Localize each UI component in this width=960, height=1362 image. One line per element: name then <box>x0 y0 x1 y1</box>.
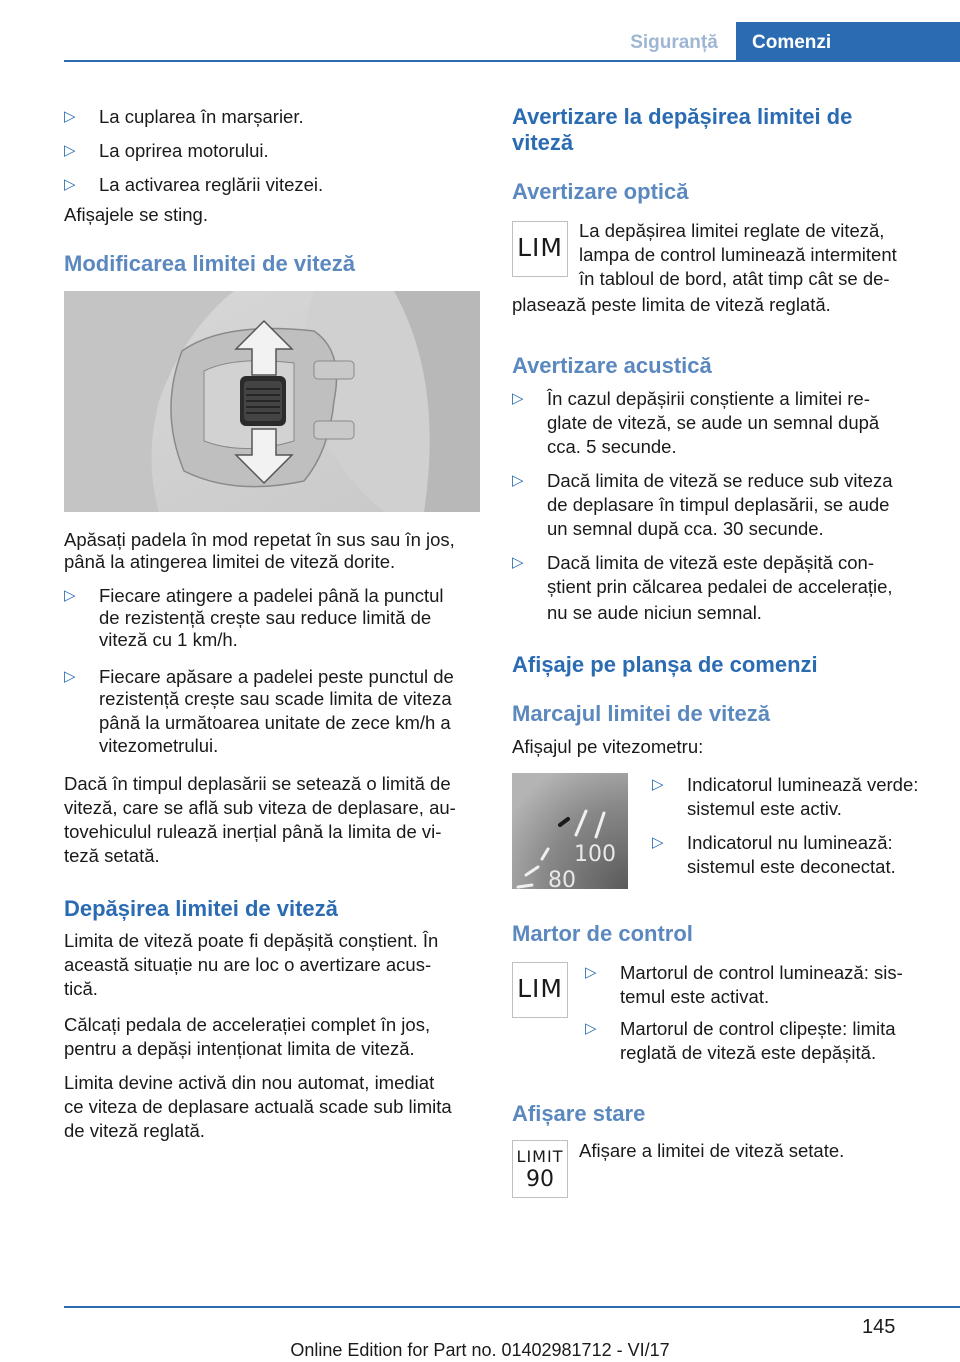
list-item-continuation: sistemul este activ. <box>687 798 842 819</box>
triangle-bullet-icon: ▷ <box>512 554 524 571</box>
triangle-bullet-icon: ▷ <box>585 1020 597 1037</box>
reactivate-text-line: Limita devine activă din nou automat, imediat <box>64 1072 435 1093</box>
triangle-bullet-icon: ▷ <box>64 587 76 604</box>
optical-text-line: La depășirea limitei reglate de viteză, <box>579 220 885 241</box>
list-item-continuation: glate de viteză, se aude un semnal după <box>547 412 880 433</box>
heading-optical-warning: Avertizare optică <box>512 179 689 204</box>
triangle-bullet-icon: ▷ <box>64 668 76 685</box>
optical-text-line: în tabloul de bord, atât timp cât se de‐ <box>579 268 890 289</box>
list-item-continuation: un semnal după cca. 30 secunde. <box>547 518 824 539</box>
list-item: ▷ Indicatorul luminează verde: <box>652 772 918 798</box>
list-item: ▷ Fiecare atingere a padelei până la punctul <box>64 583 444 609</box>
limit-label: LIMIT <box>516 1147 564 1166</box>
footer-rule <box>64 1306 960 1308</box>
list-item-continuation: știent prin călcarea pedalei de accelerație, <box>547 576 893 597</box>
list-item: ▷ Martorul de control luminează: sis‐ <box>585 960 903 986</box>
paddle-text-line: până la atingerea limitei de viteză dorite. <box>64 551 396 572</box>
list-item-continuation: până la următoarea unitate de zece km/h a <box>99 712 451 733</box>
limit-value: 90 <box>526 1167 554 1192</box>
reactivate-text-line: ce viteza de deplasare actuală scade sub limita <box>64 1096 452 1117</box>
triangle-bullet-icon: ▷ <box>64 108 76 125</box>
list-item-continuation: vitezometrului. <box>99 735 219 756</box>
list-item-continuation: reglată de viteză este depășită. <box>620 1042 877 1063</box>
triangle-bullet-icon: ▷ <box>64 176 76 193</box>
page-number: 145 <box>862 1316 896 1338</box>
triangle-bullet-icon: ▷ <box>652 834 664 851</box>
heading-exceed-limit: Depășirea limitei de viteză <box>64 896 338 921</box>
list-item-continuation: de deplasare în timpul deplasării, se aude <box>547 494 890 515</box>
list-item-continuation: de rezistență crește sau reduce limită de <box>99 607 432 628</box>
lim-control-lamp-icon: LIM <box>512 962 568 1018</box>
heading-speed-marker: Marcajul limitei de viteză <box>512 701 770 726</box>
speedometer-image <box>512 773 628 889</box>
lim-indicator-icon: LIM <box>512 221 568 277</box>
header-rule <box>64 60 960 62</box>
list-item: ▷ Indicatorul nu luminează: <box>652 830 893 856</box>
triangle-bullet-icon: ▷ <box>652 776 664 793</box>
heading-modify-limit: Modificarea limitei de viteză <box>64 251 355 276</box>
edition-footer: Online Edition for Part no. 01402981712 - VI/17 <box>290 1340 670 1360</box>
driving-text-line: tovehiculul rulează inerțial până la limita de vi‐ <box>64 821 442 842</box>
list-item-continuation: viteză cu 1 km/h. <box>99 629 238 650</box>
list-item-continuation: temul este activat. <box>620 986 770 1007</box>
displays-off-text: Afișajele se sting. <box>64 204 208 225</box>
speedometer-illustration <box>512 773 628 889</box>
list-item: ▷ La cuplarea în marșarier. <box>64 104 304 130</box>
list-item: ▷ La activarea reglării vitezei. <box>64 172 323 198</box>
pedal-text-line: pentru a depăși intenționat limita de viteză. <box>64 1038 415 1059</box>
header-tab-comenzi[interactable]: Comenzi <box>736 22 960 62</box>
triangle-bullet-icon: ▷ <box>64 142 76 159</box>
heading-status-display: Afișare stare <box>512 1101 646 1126</box>
status-text: Afișare a limitei de viteză setate. <box>579 1140 845 1161</box>
triangle-bullet-icon: ▷ <box>512 390 524 407</box>
heading-speed-warning: Avertizare la depășirea limitei de <box>512 104 853 129</box>
list-item: ▷ În cazul depășirii conștiente a limitei re‐ <box>512 386 870 412</box>
driving-text-line: Dacă în timpul deplasării se setează o limită de <box>64 773 451 794</box>
paddle-text-line: Apăsați padela în mod repetat în sus sau în jos, <box>64 529 455 550</box>
exceed-text-line: tică. <box>64 978 98 999</box>
gauge-label-80: 80 <box>548 868 576 889</box>
header-tab-siguranta[interactable]: Siguranță <box>630 32 718 53</box>
driving-text-line: teză setată. <box>64 845 160 866</box>
list-item: ▷ Fiecare apăsare a padelei peste punctul de <box>64 664 454 690</box>
driving-text-line: viteză, care se află sub viteza de deplasare, au‐ <box>64 797 456 818</box>
limit-90-icon <box>512 1140 568 1198</box>
list-item-continuation: nu se aude niciun semnal. <box>547 602 762 623</box>
heading-control-lamp: Martor de control <box>512 921 693 946</box>
list-item: ▷ La oprirea motorului. <box>64 138 269 164</box>
reactivate-text-line: de viteză reglată. <box>64 1120 205 1141</box>
list-item-continuation: rezistență crește sau scade limita de viteza <box>99 688 452 709</box>
steering-paddle-illustration <box>64 291 480 512</box>
exceed-text-line: această situație nu are loc o avertizare acus‐ <box>64 954 432 975</box>
list-item: ▷ Dacă limita de viteză se reduce sub viteza <box>512 468 893 494</box>
speedometer-label: Afișajul pe vitezometru: <box>512 736 704 757</box>
list-item: ▷ Dacă limita de viteză este depășită con‐ <box>512 550 874 576</box>
heading-control-displays: Afișaje pe planșa de comenzi <box>512 652 818 677</box>
optical-text-line: lampa de control luminează intermitent <box>579 244 897 265</box>
gauge-label-100: 100 <box>574 842 616 867</box>
exceed-text-line: Limita de viteză poate fi depășită conștient. În <box>64 930 439 951</box>
triangle-bullet-icon: ▷ <box>512 472 524 489</box>
heading-acoustic-warning: Avertizare acustică <box>512 353 712 378</box>
heading-speed-warning-cont: viteză <box>512 130 574 155</box>
steering-paddle-image <box>64 291 480 512</box>
list-item: ▷ Martorul de control clipește: limita <box>585 1016 896 1042</box>
pedal-text-line: Călcați pedala de accelerației complet în jos, <box>64 1014 431 1035</box>
list-item-continuation: cca. 5 secunde. <box>547 436 677 457</box>
optical-text-line: plasează peste limita de viteză reglată. <box>512 294 831 315</box>
triangle-bullet-icon: ▷ <box>585 964 597 981</box>
list-item-continuation: sistemul este deconectat. <box>687 856 896 877</box>
